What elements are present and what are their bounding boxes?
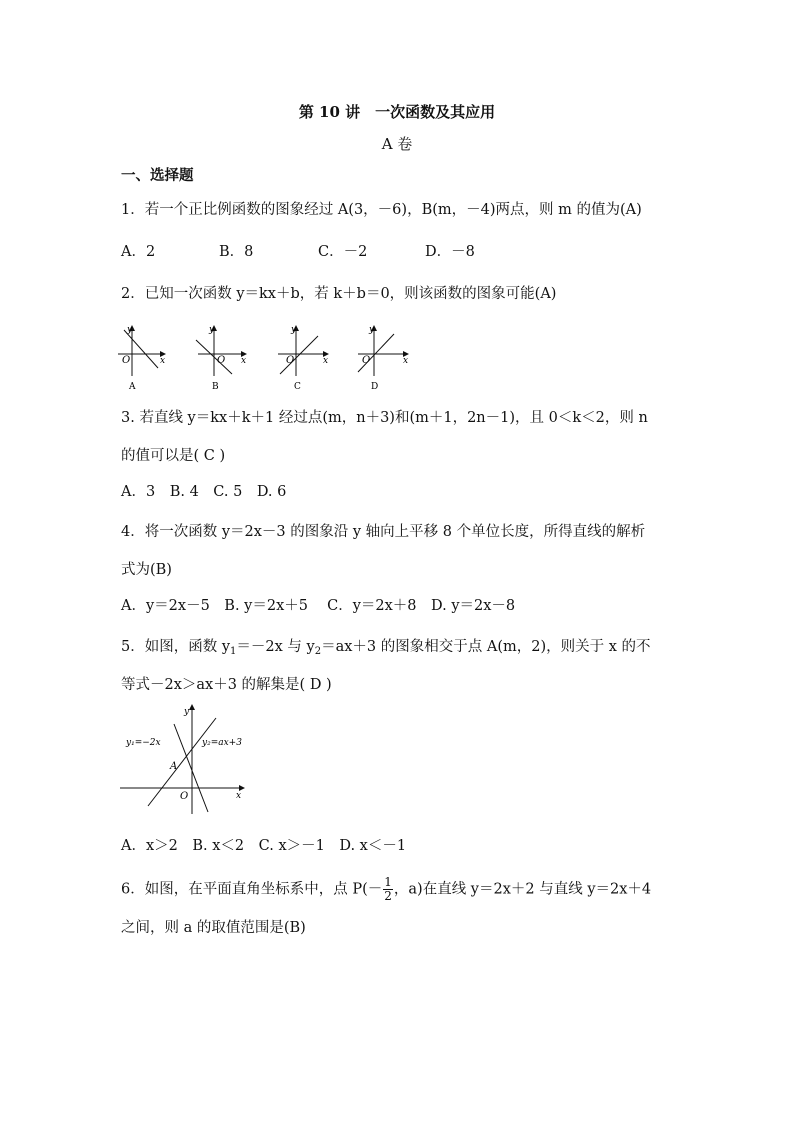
q5-options: A．x＞2 B. x＜2 C. x＞－1 D. x＜－1 [121,838,407,854]
q2-graph-a-origin: O [122,355,131,366]
q6-fraction [383,876,393,903]
q2-graph-c [278,325,328,392]
q5-label-y2: y₂=ax+3 [202,738,242,748]
q2-graph-d-label: D [371,382,379,392]
q1-stem: 1．若一个正比例函数的图象经过 A(3，－6)，B(m，－4)两点，则 m 的值为(A) [121,202,642,218]
q2-graph-a-y-label: y [127,325,133,335]
q2-graph-c-origin: O [286,355,295,366]
q5-stem-mid: ＝－2x 与 y [236,639,315,655]
q2-graph-a [118,325,165,392]
q5-sub2: 2 [314,646,322,657]
q5-stem-line2: 等式－2x＞ax＋3 的解集是( D ) [121,677,332,693]
section-heading: 一、选择题 [121,167,194,184]
q5-y-label: y [184,707,190,717]
q3-options: A．3 B. 4 C. 5 D. 6 [121,484,287,500]
q2-graph-d [358,325,408,392]
q2-graph-d-y-label: y [369,325,375,335]
q2-stem: 2．已知一次函数 y＝kx＋b，若 k＋b＝0，则该函数的图象可能(A) [121,286,557,302]
q6-frac-num: 1 [384,875,392,889]
q5-point-a: A [170,761,178,772]
q2-graph-c-label: C [294,382,301,392]
q5-sub1: 1 [230,646,237,657]
q4-stem-line2: 式为(B) [121,562,172,578]
q4-options: A．y＝2x－5 B. y＝2x＋5 C．y＝2x＋8 D. y＝2x－8 [121,598,516,614]
q2-graph-b-label: B [212,382,219,392]
q6-stem-post: ，a)在直线 y＝2x＋2 与直线 y＝2x＋4 [393,881,652,898]
q2-graph-b-y-label: y [209,325,215,335]
q3-stem-line1: 3. 若直线 y＝kx＋k＋1 经过点(m，n＋3)和(m＋1，2n－1)，且 0＜k＜2，则 n [121,410,648,426]
q5-origin: O [180,791,189,802]
q1-option-c: C．－2 [318,244,368,260]
q2-graph-a-x-label: x [160,356,166,366]
q1-option-d: D．－8 [425,244,475,260]
page-title: 第 10 讲 一次函数及其应用 [298,103,496,121]
q3-stem-line2: 的值可以是( C ) [121,448,226,464]
q6-stem-pre: 6．如图，在平面直角坐标系中，点 P(－ [121,881,383,898]
q4-stem-line1: 4．将一次函数 y＝2x－3 的图象沿 y 轴向上平移 8 个单位长度，所得直线的解析 [121,524,646,540]
q2-graph-d-x-label: x [403,356,409,366]
q2-graph-a-label: A [129,382,136,392]
q1-option-b: B．8 [219,244,254,260]
q1-options [121,242,475,262]
q1-option-a: A．2 [121,244,156,260]
q6-stem-line2: 之间，则 a 的取值范围是(B) [121,920,306,936]
q5-stem-line1 [121,637,651,657]
q2-graph-b-x-label: x [241,356,247,366]
q5-stem-post: ＝ax＋3 的图象相交于点 A(m，2)，则关于 x 的不 [321,639,651,655]
page-subtitle: A 卷 [381,135,413,153]
q6-stem-line1 [121,876,651,903]
q2-option-graphs [110,318,420,392]
q5-graph [116,702,256,817]
q6-frac-den: 2 [384,889,392,903]
q5-stem-pre: 5．如图，函数 y [121,639,231,655]
q2-graph-c-y-label: y [291,325,297,335]
q5-x-label: x [236,791,242,801]
q2-graph-d-origin: O [362,355,371,366]
q5-label-y1: y₁=−2x [126,738,161,748]
q2-graph-c-x-label: x [323,356,329,366]
q2-graph-b [196,325,246,392]
q2-graph-b-origin: O [217,355,226,366]
